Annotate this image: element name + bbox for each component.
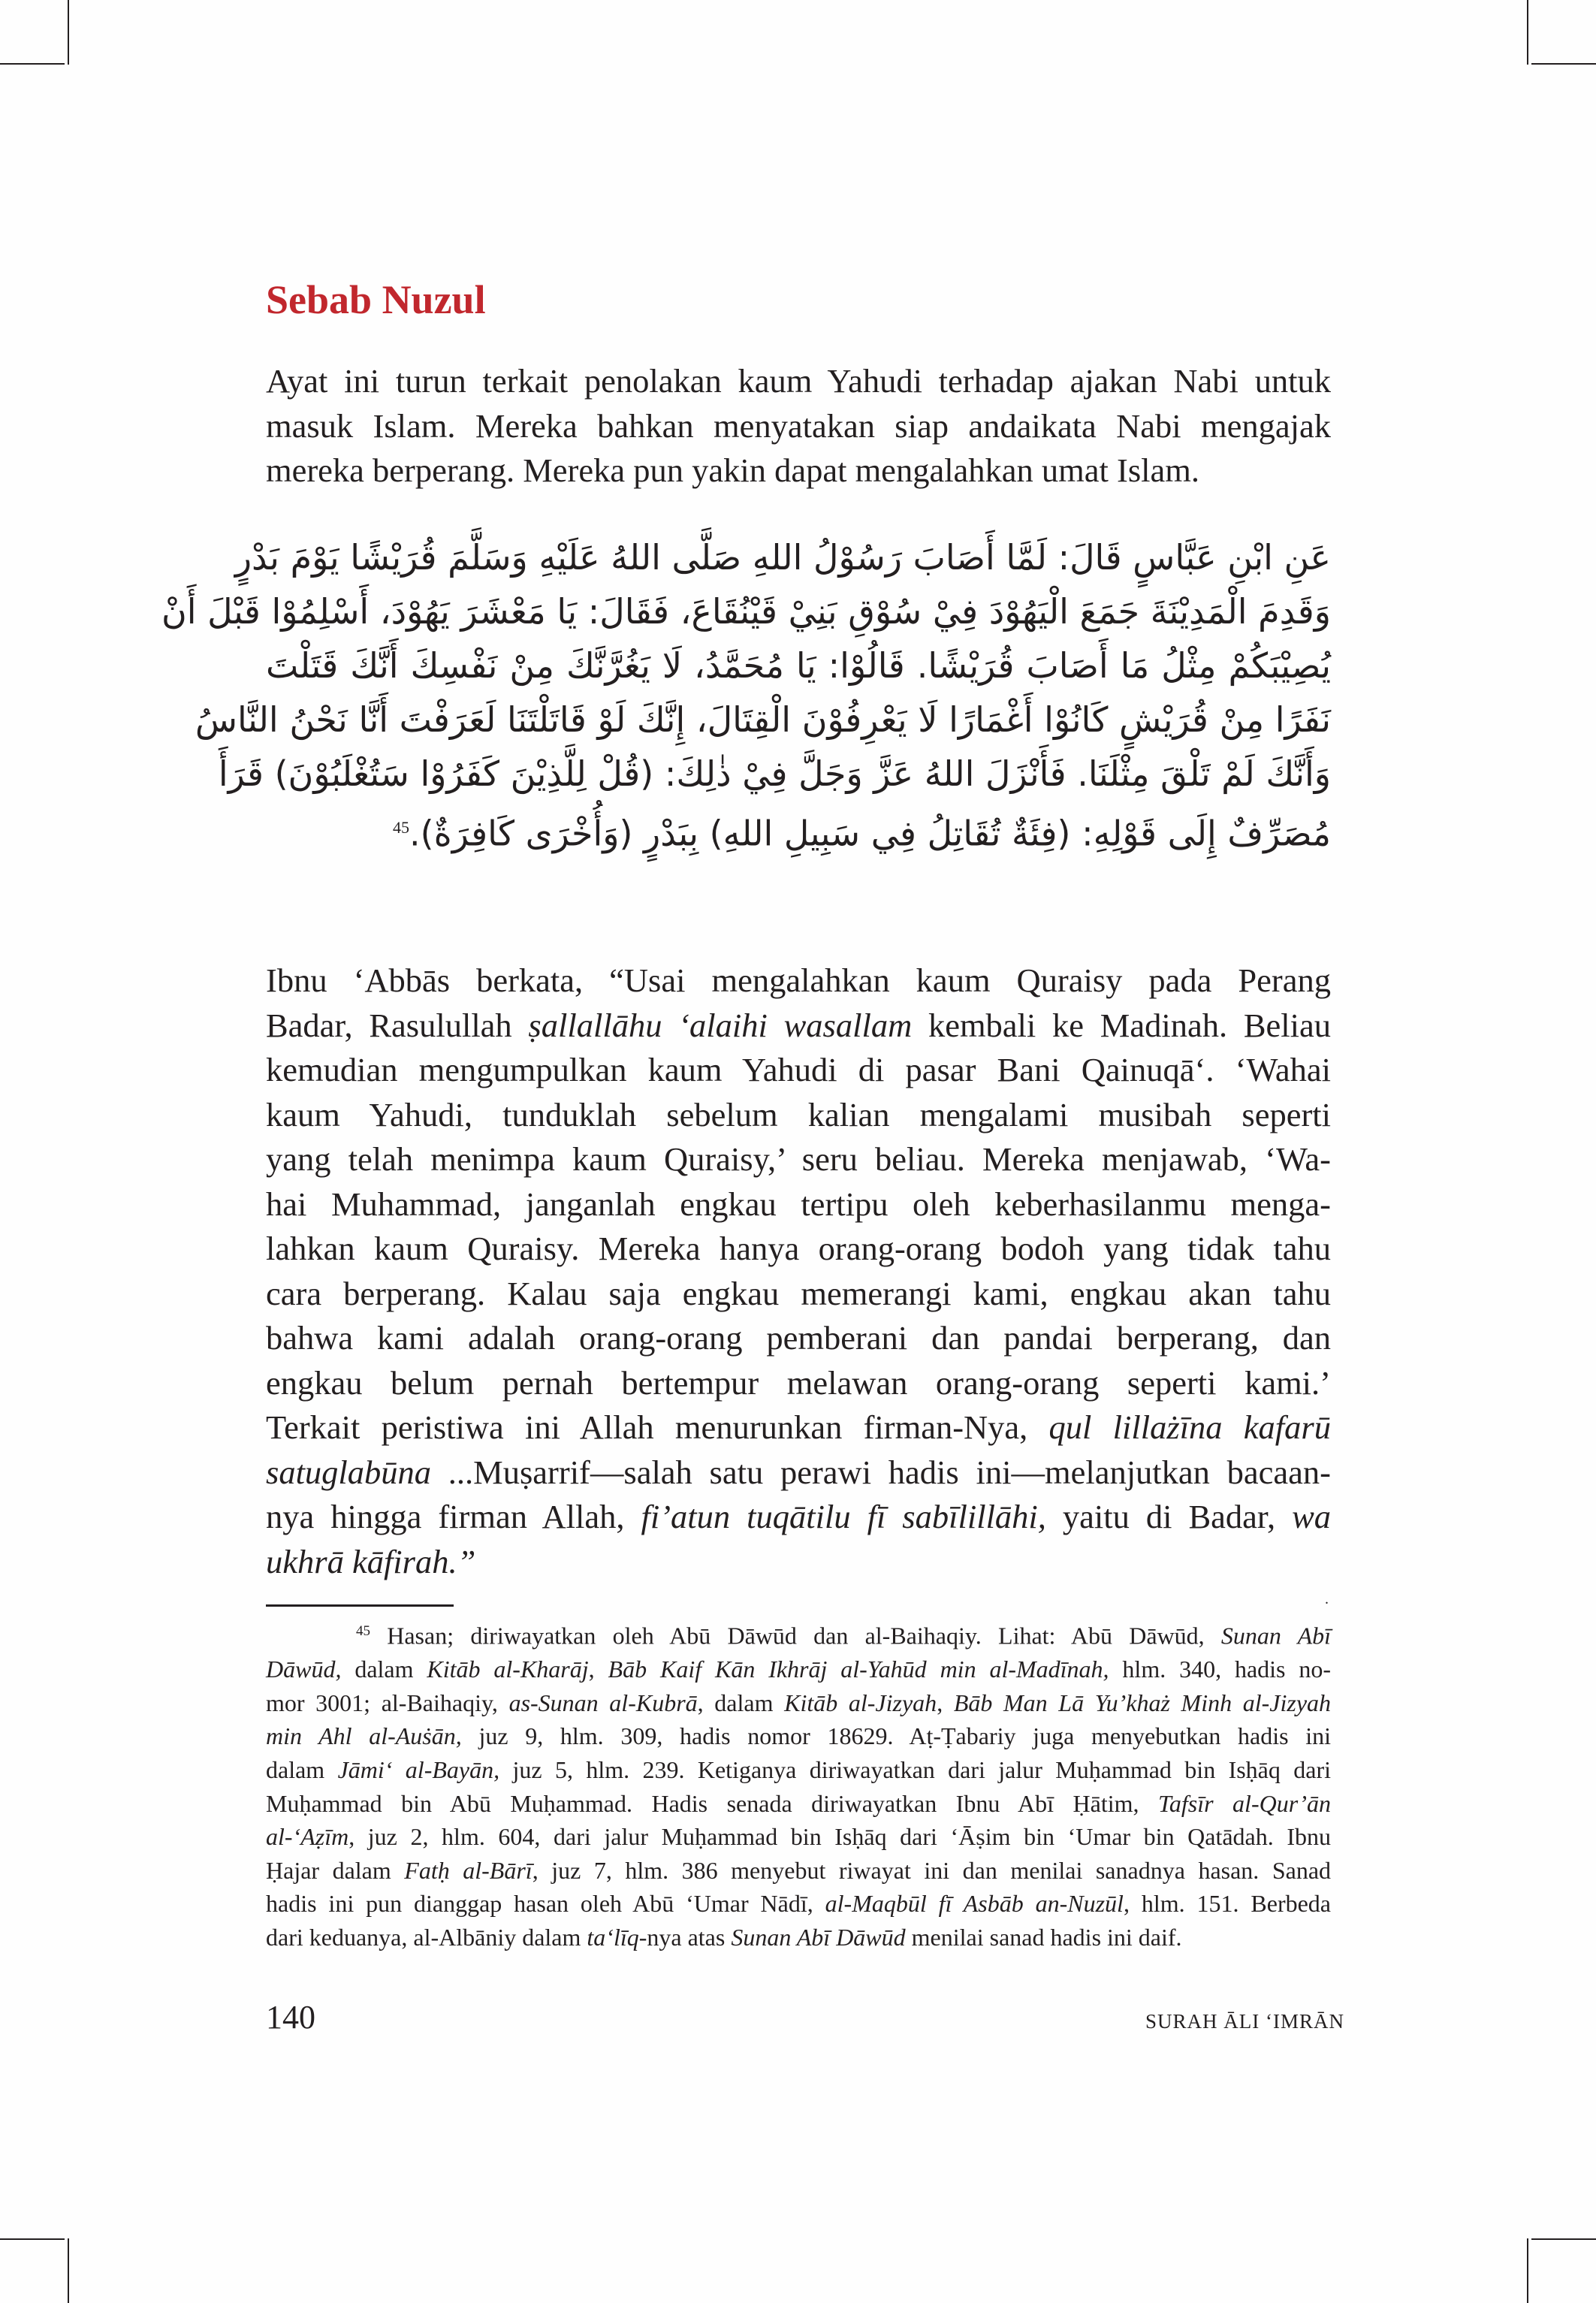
running-footer-title: SURAH ĀLI ‘IMRĀN xyxy=(1145,2010,1344,2033)
footnote-line: mor 3001; al-Baihaqiy, as-Sunan al-Kubrā, dalam Kitāb al-Jizyah, Bāb Man Lā Yu’khaż Minh al-Jizyah xyxy=(266,1689,1332,1716)
crop-mark-bottom-left-v xyxy=(68,2238,69,2303)
footnote-number: 45 xyxy=(356,1623,370,1639)
intro-line: Ayat ini turun terkait penolakan kaum Yahudi terhadap ajakan Nabi untuk xyxy=(266,362,1331,400)
footnote-reference[interactable]: 45 xyxy=(393,818,410,837)
arabic-line: وَقَدِمَ الْمَدِيْنَةَ جَمَعَ الْيَهُوْدَ فِيْ سُوْقِ بَنِيْ قَيْنُقَاعَ، فَقَالَ: يَا مَعْشَرَ يَهُوْدَ، أَسْلِمُوْا قَبْلَ أَنْ xyxy=(161,591,1331,632)
crop-mark-top-right-h xyxy=(1531,63,1596,65)
page-number: 140 xyxy=(266,1999,315,2036)
translation-line: ukhrā kāfirah.” xyxy=(266,1542,476,1580)
arabic-hadith-text xyxy=(161,530,1331,860)
crop-mark-bottom-right-h xyxy=(1531,2238,1596,2240)
footnote-line: Dāwūd, dalam Kitāb al-Kharāj, Bāb Kaif Kān Ikhrāj al-Yahūd min al-Madīnah, hlm. 340, hadis no- xyxy=(266,1656,1332,1683)
crop-mark-bottom-left-h xyxy=(0,2238,65,2240)
footnote-line: hadis ini pun dianggap hasan oleh Abū ‘Umar Nādī, al-Maqbūl fī Asbāb an-Nuzūl, hlm. 151. Berbeda xyxy=(266,1890,1332,1918)
arabic-line: عَنِ ابْنِ عَبَّاسٍ قَالَ: لَمَّا أَصَابَ رَسُوْلُ اللهِ صَلَّى اللهُ عَلَيْهِ وَسَلَّمَ قُرَيْشًا يَوْمَ بَدْرٍ xyxy=(234,537,1331,578)
translation-line: kaum Yahudi, tunduklah sebelum kalian mengalami musibah seperti xyxy=(266,1095,1331,1133)
intro-line: masuk Islam. Mereka bahkan menyatakan siap andaikata Nabi mengajak xyxy=(266,406,1331,445)
translation-line: Badar, Rasulullah ṣallallāhu ‘alaihi wasallam kembali ke Madinah. Beliau xyxy=(266,1006,1331,1044)
translation-paragraph xyxy=(266,958,1331,1584)
footnote-dot: . xyxy=(1325,1591,1329,1607)
footnote xyxy=(266,1615,1331,1954)
translation-line: yang telah menimpa kaum Quraisy,’ seru beliau. Mereka menjawab, ‘Wa- xyxy=(266,1140,1331,1178)
intro-line: mereka berperang. Mereka pun yakin dapat mengalahkan umat Islam. xyxy=(266,451,1200,489)
footnote-rule xyxy=(266,1604,454,1607)
translation-line: hai Muhammad, janganlah engkau tertipu oleh keberhasilanmu menga- xyxy=(266,1185,1331,1223)
intro-paragraph xyxy=(266,359,1331,494)
footnote-line: dalam Jāmi‘ al-Bayān, juz 5, hlm. 239. Ketiganya diriwayatkan dari jalur Muḥammad bin Isḥāq dari xyxy=(266,1756,1331,1784)
footnote-line: dari keduanya, al-Albāniy dalam ta‘līq-nya atas Sunan Abī Dāwūd menilai sanad hadis ini daif. xyxy=(266,1924,1182,1951)
translation-line: cara berperang. Kalau saja engkau memerangi kami, engkau akan tahu xyxy=(266,1274,1331,1312)
footnote-line: Muḥammad bin Abū Muḥammad. Hadis senada diriwayatkan Ibnu Abī Ḥātim, Tafsīr al-Qur’ān xyxy=(266,1789,1332,1817)
arabic-line: نَفَرًا مِنْ قُرَيْشٍ كَانُوْا أَغْمَارًا لَا يَعْرِفُوْنَ الْقِتَالَ، إِنَّكَ لَوْ قَاتَلْتَنَا لَعَرَفْتَ أَنَّا نَحْنُ النَّاسُ xyxy=(195,699,1331,740)
translation-line: engkau belum pernah bertempur melawan orang-orang seperti kami.’ xyxy=(266,1363,1331,1402)
footnote-line: min Ahl al-Auṡān, juz 9, hlm. 309, hadis nomor 18629. Aṭ-Ṭabariy juga menyebutkan hadis ini xyxy=(266,1722,1332,1750)
translation-line: satuglabūna ...Muṣarrif—salah satu perawi hadis ini—melanjutkan bacaan- xyxy=(266,1453,1331,1491)
arabic-line: مُصَرِّفٌ إِلَى قَوْلِهِ: (فِئَةٌ تُقَاتِلُ فِي سَبِيلِ اللهِ) بِبَدْرٍ (وَأُخْرَى كَافِرَةٌ).$^{45}$ xyxy=(393,813,1331,854)
crop-mark-top-left-h xyxy=(0,63,65,65)
footnote-line: Ḥajar dalam Fatḥ al-Bārī, juz 7, hlm. 386 menyebut riwayat ini dan menilai sanadnya hasan. Sanad xyxy=(266,1856,1332,1884)
crop-mark-top-right-v xyxy=(1527,0,1528,65)
translation-line: Terkait peristiwa ini Allah menurunkan firman-Nya, qul lillażīna kafarū xyxy=(266,1408,1331,1446)
translation-line: Ibnu ‘Abbās berkata, “Usai mengalahkan kaum Quraisy pada Perang xyxy=(266,961,1331,999)
crop-mark-bottom-right-v xyxy=(1527,2238,1528,2303)
arabic-line: يُصِيْبَكُمْ مِثْلُ مَا أَصَابَ قُرَيْشًا. قَالُوْا: يَا مُحَمَّدُ، لَا يَغُرَّنَّكَ مِنْ نَفْسِكَ أَنَّكَ قَتَلْتَ xyxy=(266,645,1331,686)
translation-line: kemudian mengumpulkan kaum Yahudi di pasar Bani Qainuqā‘. ‘Wahai xyxy=(266,1051,1331,1088)
footnote-line: al-‘Aẓīm, juz 2, hlm. 604, dari jalur Muḥammad bin Isḥāq dari ‘Āṣim bin ‘Umar bin Qatādah. Ibnu xyxy=(266,1823,1331,1851)
translation-line: nya hingga firman Allah, fi’atun tuqātilu fī sabīlillāhi, yaitu di Badar, wa xyxy=(266,1498,1332,1535)
footnote-line: $^{45}$ Hasan; diriwayatkan oleh Abū Dāwūd dan al-Baihaqiy. Lihat: Abū Dāwūd, Sunan Abī xyxy=(356,1622,1332,1650)
crop-mark-top-left-v xyxy=(68,0,69,65)
translation-line: bahwa kami adalah orang-orang pemberani dan pandai berperang, dan xyxy=(266,1319,1331,1357)
section-heading: Sebab Nuzul xyxy=(266,277,486,322)
translation-line: lahkan kaum Quraisy. Mereka hanya orang-orang bodoh yang tidak tahu xyxy=(266,1230,1331,1267)
arabic-line: وَأَنَّكَ لَمْ تَلْقَ مِثْلَنَا. فَأَنْزَلَ اللهُ عَزَّ وَجَلَّ فِيْ ذٰلِكَ: (قُلْ لِلَّذِيْنَ كَفَرُوْا سَتُغْلَبُوْنَ) قَرَأَ xyxy=(218,753,1331,794)
